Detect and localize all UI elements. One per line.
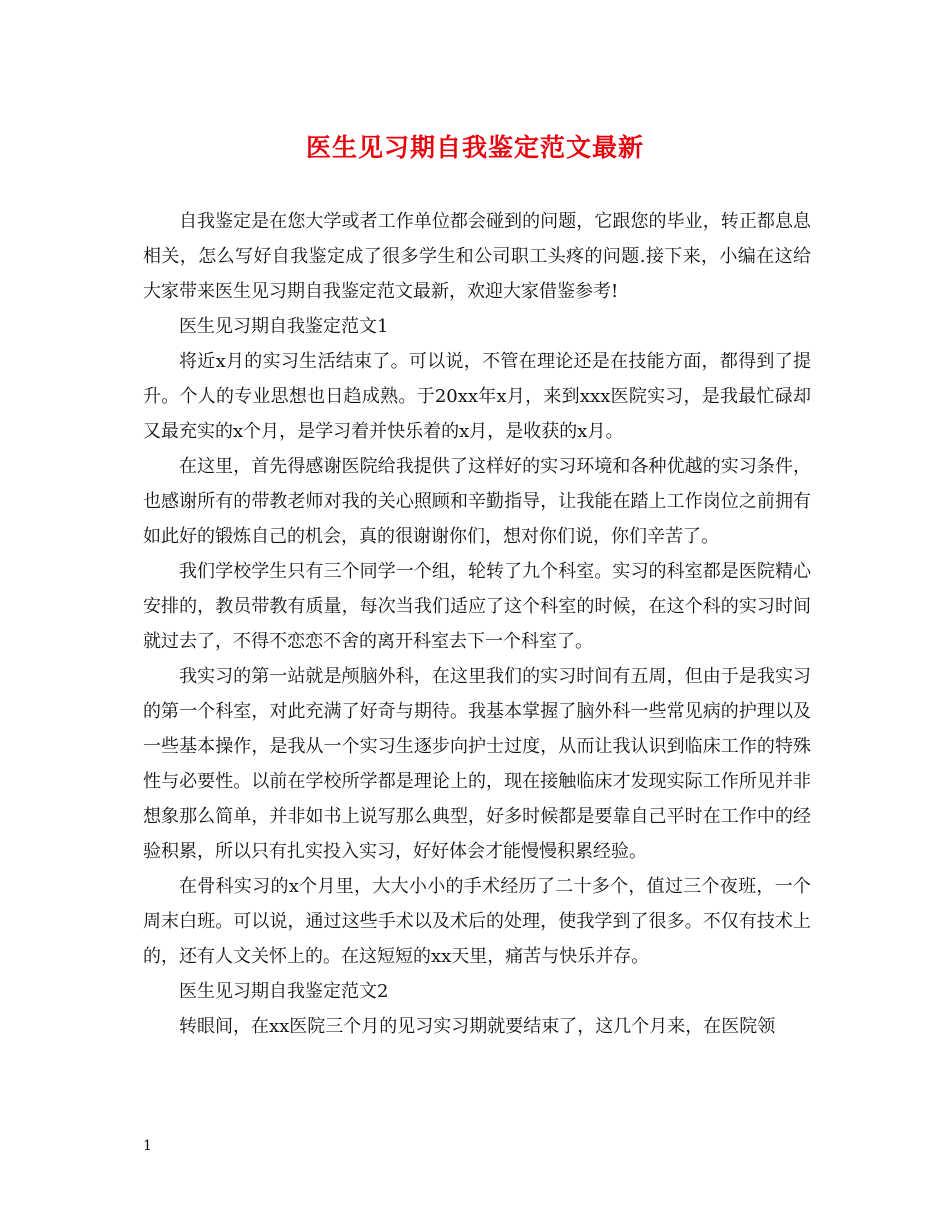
body-paragraph: 在这里，首先得感谢医院给我提供了这样好的实习环境和各种优越的实习条件，也感谢所有的带教老师对我的关心照顾和辛勤指导，让我能在踏上工作岗位之前拥有如此好的锻炼自己的机会，真的很谢谢你们，想对你们说，你们辛苦了。 — [143, 456, 811, 547]
body-paragraph: 我们学校学生只有三个同学一个组，轮转了九个科室。实习的科室都是医院精心安排的，教员带教有质量，每次当我们适应了这个科室的时候，在这个科的实习时间就过去了，不得不恋恋不舍的离开科室去下一个科室了。 — [143, 561, 811, 652]
section-heading: 医生见习期自我鉴定范文1 — [179, 316, 389, 337]
document-title: 医生见习期自我鉴定范文最新 — [305, 133, 644, 162]
page-number: 1 — [143, 1138, 152, 1154]
body-paragraph: 我实习的第一站就是颅脑外科，在这里我们的实习时间有五周，但由于是我实习的第一个科室，对此充满了好奇与期待。我基本掌握了脑外科一些常见病的护理以及一些基本操作，是我从一个实习生逐步向护士过度，从而让我认识到临床工作的特殊性与必要性。以前在学校所学都是理论上的，现在接触临床才发现实际工作所见并非想象那么简单，并非如书上说写那么典型，好多时候都是要靠自己平时在工作中的经验积累，所以只有扎实投入实习，好好体会才能慢慢积累经验。 — [143, 666, 811, 862]
intro-paragraph: 自我鉴定是在您大学或者工作单位都会碰到的问题，它跟您的毕业，转正都息息相关，怎么写好自我鉴定成了很多学生和公司职工头疼的问题.接下来，小编在这给大家带来医生见习期自我鉴定范文最新，欢迎大家借鉴参考! — [143, 211, 811, 302]
body-paragraph: 转眼间，在xx医院三个月的见习实习期就要结束了，这几个月来，在医院领 — [179, 1016, 776, 1037]
document-body — [143, 204, 811, 1044]
body-paragraph: 在骨科实习的x个月里，大大小小的手术经历了二十多个，值过三个夜班，一个周末白班。可以说，通过这些手术以及术后的处理，使我学到了很多。不仅有技术上的，还有人文关怀上的。在这短短的xx天里，痛苦与快乐并存。 — [143, 876, 811, 967]
section-heading: 医生见习期自我鉴定范文2 — [179, 981, 389, 1002]
body-paragraph: 将近x月的实习生活结束了。可以说，不管在理论还是在技能方面，都得到了提升。个人的专业思想也日趋成熟。于20xx年x月，来到xxx医院实习，是我最忙碌却又最充实的x个月，是学习着并快乐着的x月，是收获的x月。 — [143, 351, 811, 442]
